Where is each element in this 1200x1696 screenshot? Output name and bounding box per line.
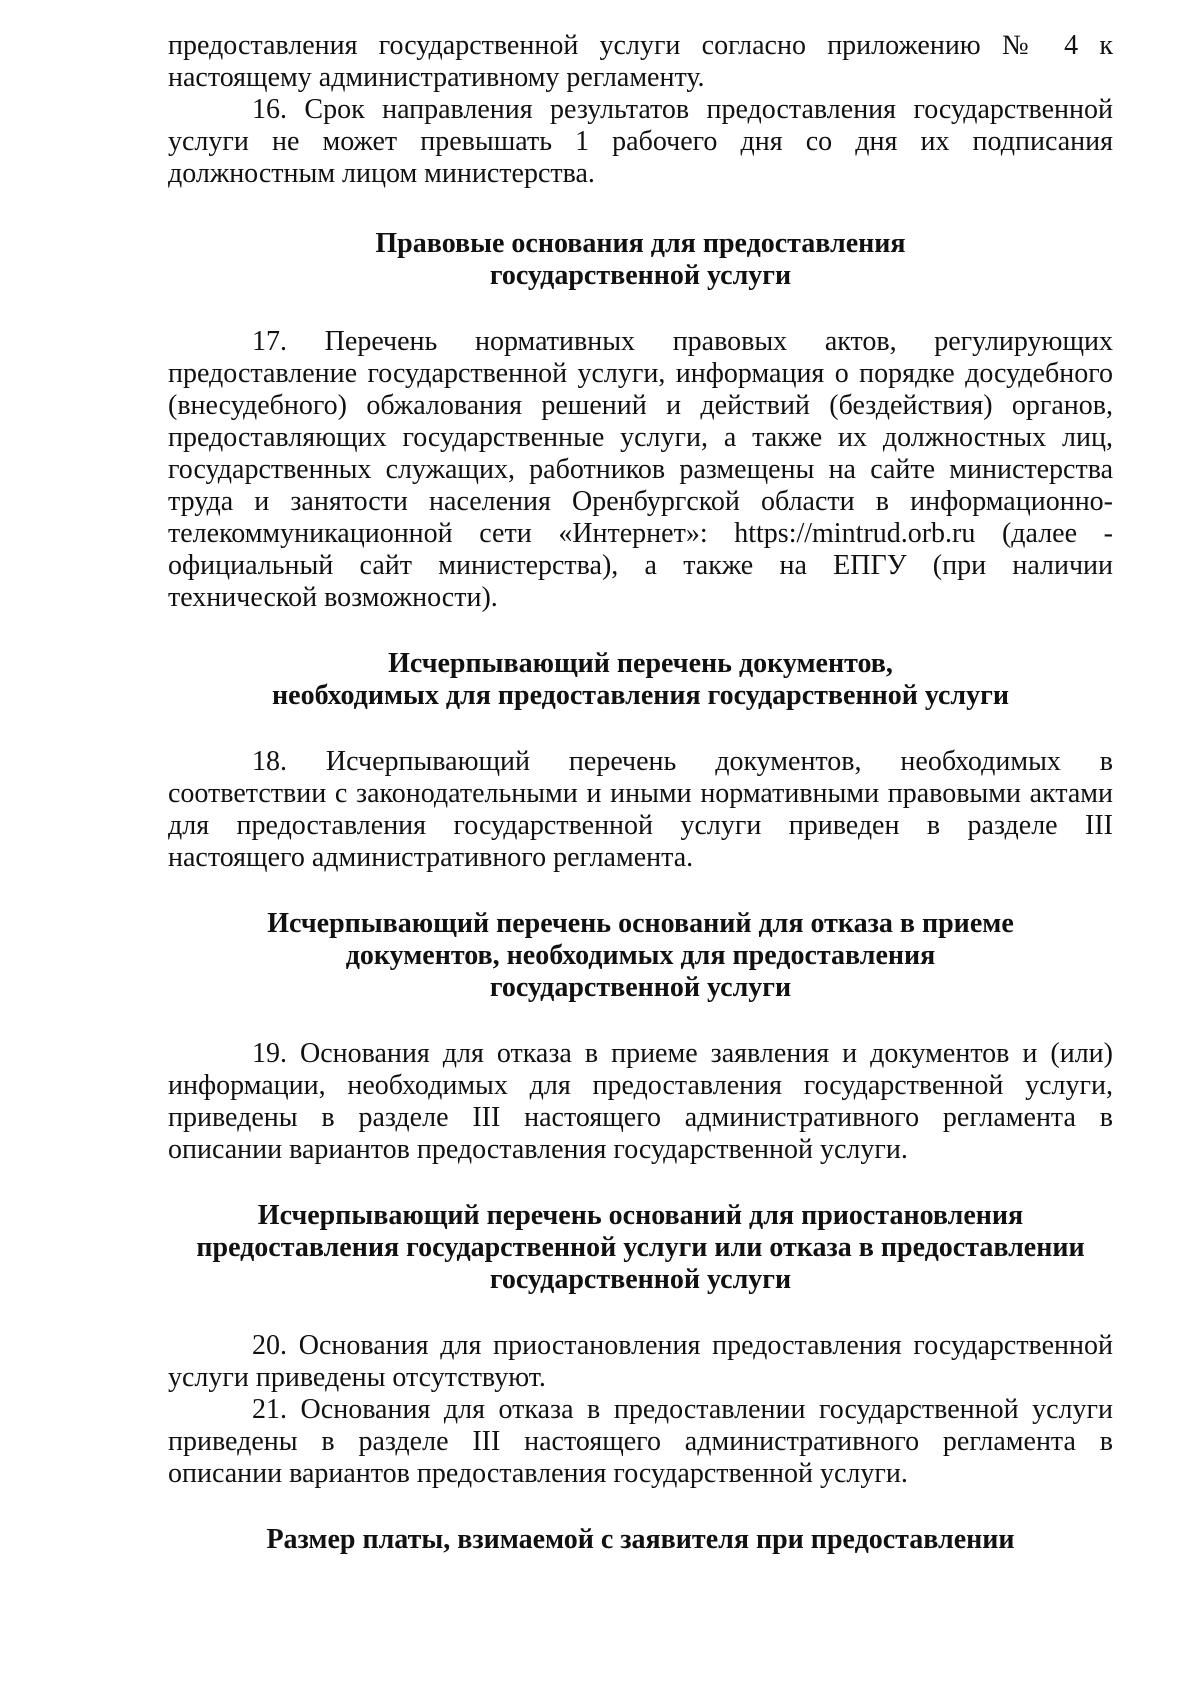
paragraph-18: 18. Исчерпывающий перечень документов, необходимых в соответствии с законодательными и иными нормативными правовыми актами для предоставления государственной услуги приведен в разделе III настоящего административного регламента. — [168, 746, 1113, 873]
heading-line: Размер платы, взимаемой с заявителя при предоставлении — [266, 1524, 1015, 1555]
heading-line: документов, необходимых для предоставления — [345, 940, 936, 971]
paragraph-21: 21. Основания для отказа в предоставлении государственной услуги приведены в разделе III настоящего административного регламента в описании вариантов предоставления государственной услуги. — [168, 1394, 1113, 1489]
heading-refusal-acceptance — [168, 908, 1113, 1004]
heading-line: Правовые основания для предоставления — [375, 228, 906, 259]
heading-suspension-refusal — [168, 1200, 1113, 1296]
heading-line: государственной услуги — [489, 260, 792, 291]
paragraph-20: 20. Основания для приостановления предоставления государственной услуги приведены отсутствуют. — [168, 1330, 1113, 1393]
heading-line: Исчерпывающий перечень документов, — [388, 648, 893, 679]
document-body — [168, 30, 1113, 1556]
heading-line: предоставления государственной услуги или отказа в предоставлении — [196, 1232, 1085, 1263]
paragraph-17: 17. Перечень нормативных правовых актов, регулирующих предоставление государственной услуги, информация о порядке досудебного (внесудебного) обжалования решений и действий (бездействия) органов, предоставляющих государственные услуги, а также их должностных лиц, государственных служащих, работников размещены на сайте министерства труда и занятости населения Оренбургской области в информационно-телекоммуникационной сети «Интернет»: https://mintrud.orb.ru (далее - официальный сайт министерства), а также на ЕПГУ (при наличии технической возможности). — [168, 326, 1113, 613]
heading-line: Исчерпывающий перечень оснований для приостановления — [257, 1200, 1024, 1231]
intro-paragraph: предоставления государственной услуги согласно приложению № 4 к настоящему административному регламенту. — [168, 30, 1113, 93]
paragraph-16: 16. Срок направления результатов предоставления государственной услуги не может превышать 1 рабочего дня со дня их подписания должностным лицом министерства. — [168, 94, 1113, 189]
heading-line: государственной услуги — [489, 1264, 792, 1295]
paragraph-19: 19. Основания для отказа в приеме заявления и документов и (или) информации, необходимых для предоставления государственной услуги, приведены в разделе III настоящего административного регламента в описании вариантов предоставления государственной услуги. — [168, 1038, 1113, 1165]
heading-line: Исчерпывающий перечень оснований для отказа в приеме — [267, 908, 1014, 939]
heading-documents-list — [168, 648, 1113, 712]
heading-line: государственной услуги — [489, 972, 792, 1003]
heading-fee-amount — [168, 1524, 1113, 1556]
heading-line: необходимых для предоставления государственной услуги — [272, 680, 1009, 711]
heading-legal-basis — [168, 228, 1113, 292]
